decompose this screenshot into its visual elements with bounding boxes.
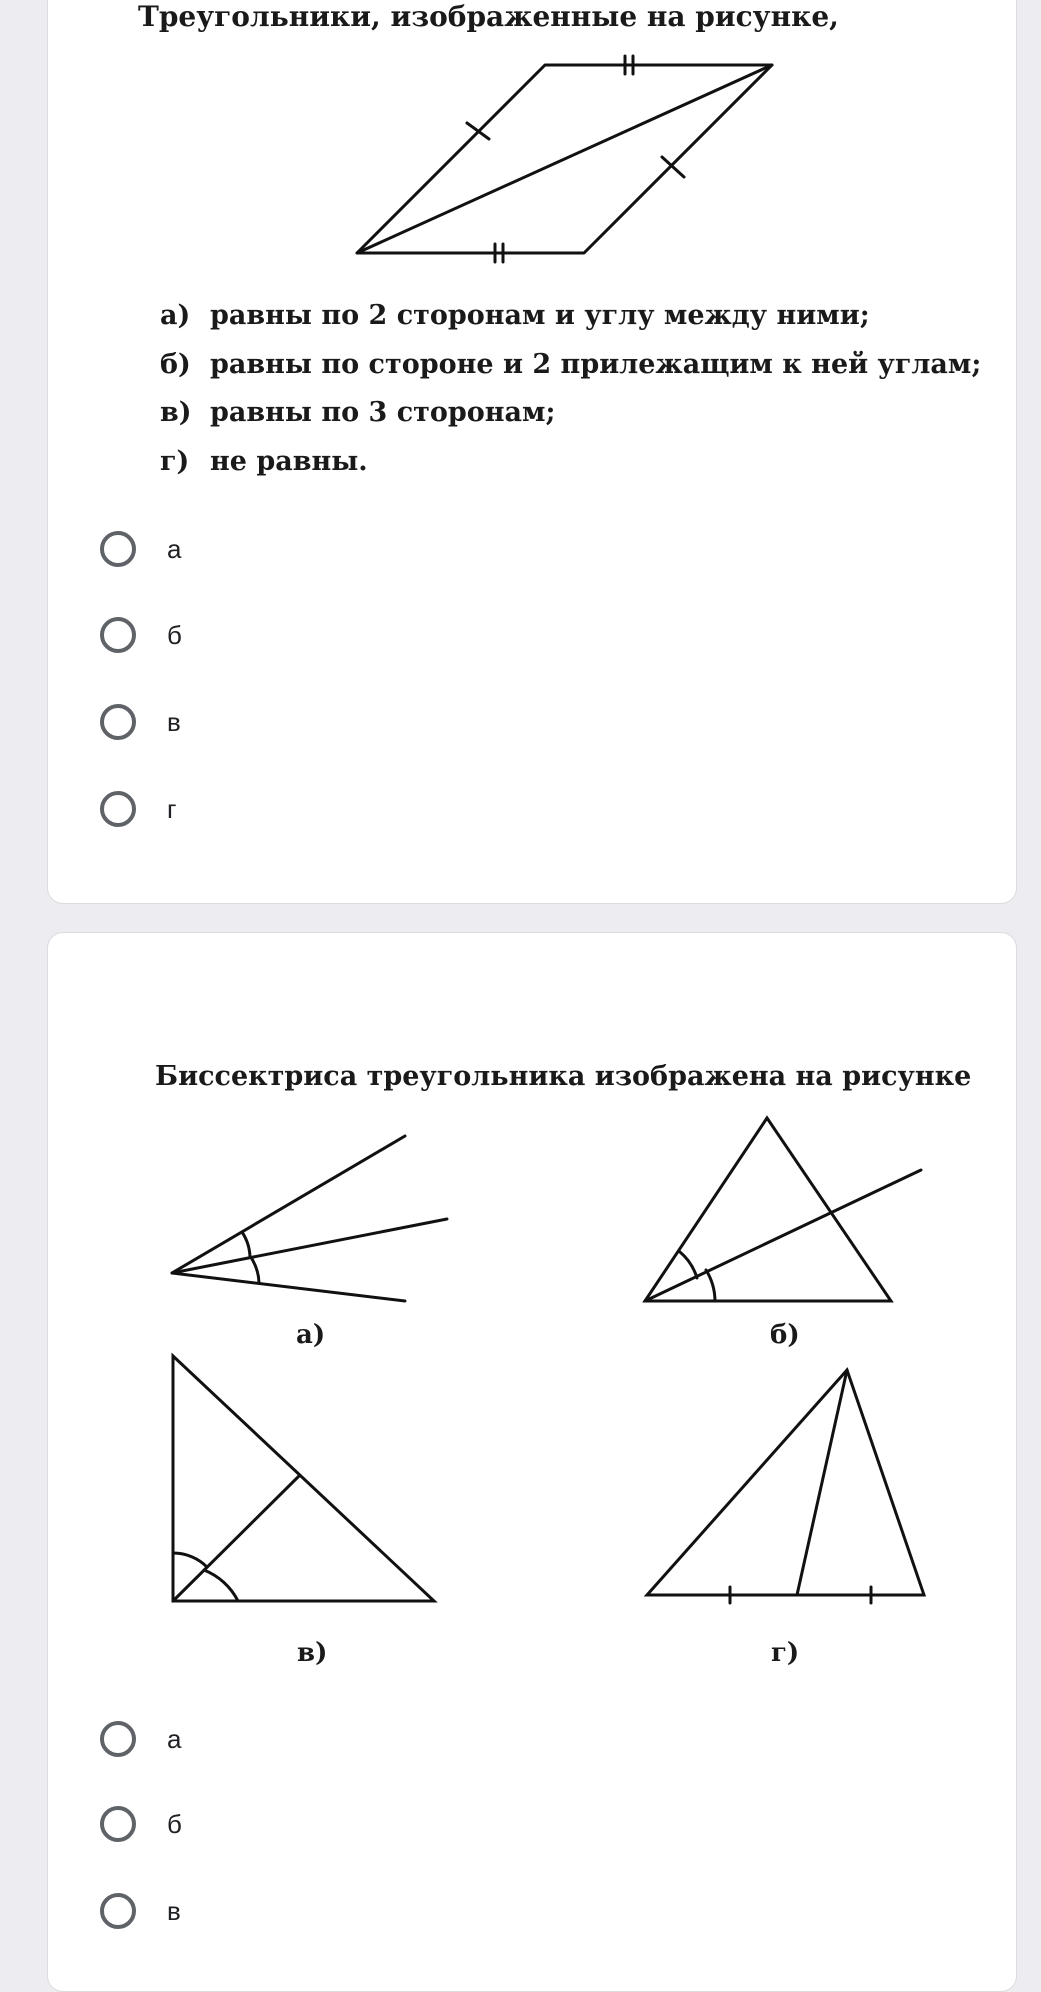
q1-option-g[interactable]: г [100,787,500,831]
radio-button[interactable] [100,531,136,567]
statement-a: а) равны по 2 сторонам и углу между ними; [160,300,870,331]
figure-v-label: в) [297,1638,328,1668]
q2-option-a[interactable]: а [100,1717,500,1761]
q1-option-b[interactable]: б [100,613,500,657]
statement-v: в) равны по 3 сторонам; [160,397,556,428]
figure-a-label: а) [296,1320,326,1350]
statement-b: б) равны по стороне и 2 прилежащим к ней углам; [160,349,982,380]
figure-v-right-triangle [165,1350,445,1605]
radio-button[interactable] [100,791,136,827]
radio-button[interactable] [100,704,136,740]
parallelogram-figure [340,55,780,275]
figure-b-label: б) [770,1320,800,1350]
radio-button[interactable] [100,1806,136,1842]
radio-button[interactable] [100,617,136,653]
q2-option-v[interactable]: в [100,1889,500,1933]
radio-button[interactable] [100,1893,136,1929]
figure-g-triangle-median [640,1360,930,1600]
question-1-title: Треугольники, изображенные на рисунке, [138,0,839,33]
question-2-title: Биссектриса треугольника изображена на рисунке [155,1061,972,1092]
figure-g-label: г) [771,1638,800,1668]
q2-option-b[interactable]: б [100,1802,500,1846]
statement-g: г) не равны. [160,446,368,477]
figure-b-triangle [640,1110,925,1310]
radio-button[interactable] [100,1721,136,1757]
q1-option-a[interactable]: а [100,527,500,571]
q1-option-v[interactable]: в [100,700,500,744]
figure-a-angle [165,1130,455,1305]
